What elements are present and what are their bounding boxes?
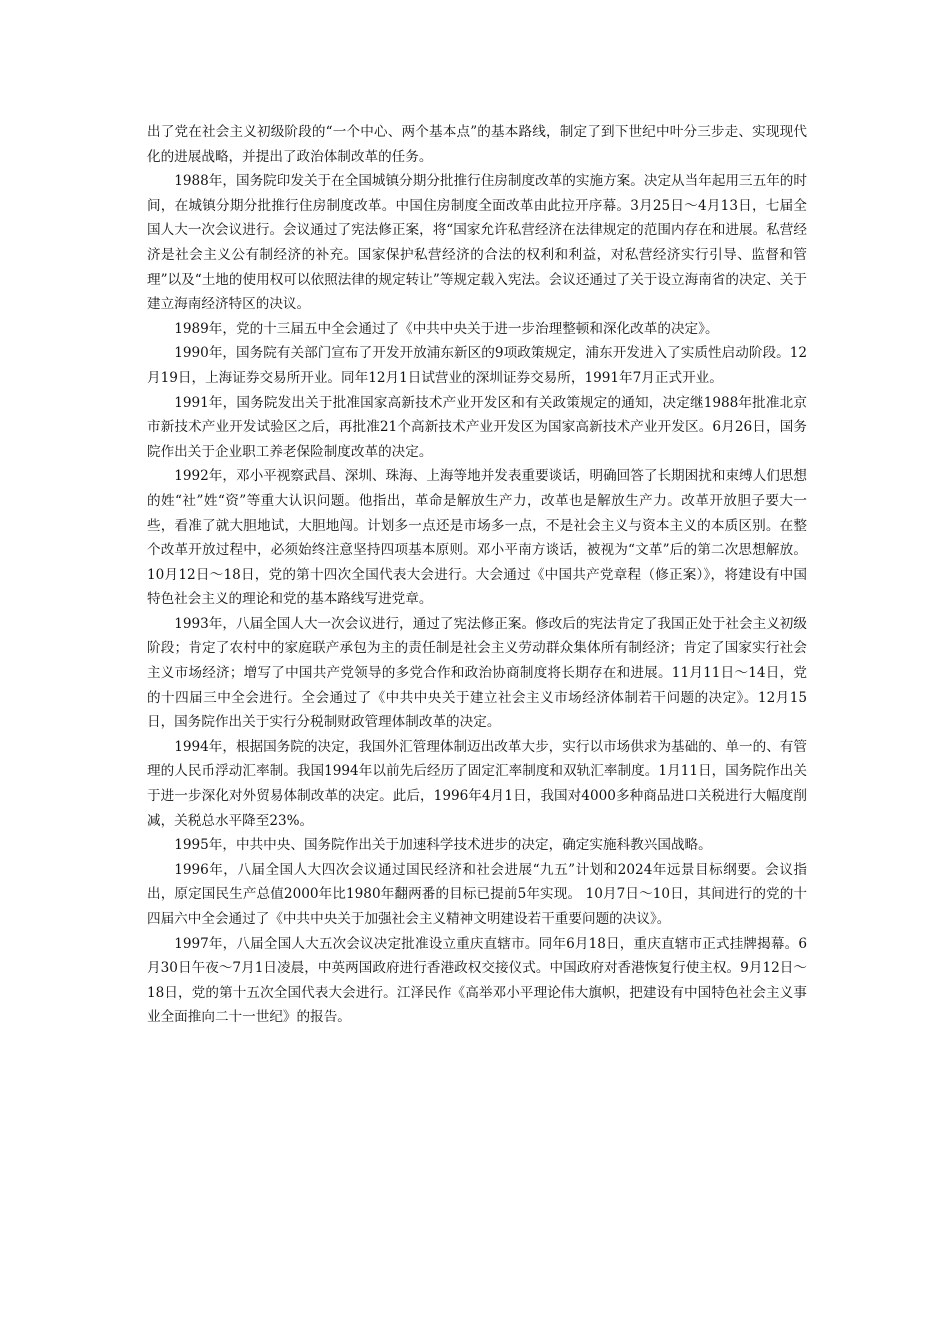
- document-body: [147, 120, 807, 1030]
- paragraph-1995: 1995年，中共中央、国务院作出关于加速科学技术进步的决定，确定实施科教兴国战略。: [174, 837, 712, 854]
- paragraph-1992: 1992年，邓小平视察武昌、深圳、珠海、上海等地并发表重要谈话，明确回答了长期困扰和束缚人们思想的姓“社”姓“资”等重大认识问题。他指出，革命是解放生产力，改革也是解放生产力。改革开放胆子要大一些，看准了就大胆地试，大胆地闯。计划多一点还是市场多一点，不是社会主义与资本主义的本质区别。在整个改革开放过程中，必须始终注意坚持四项基本原则。邓小平南方谈话，被视为“文革”后的第二次思想解放。10月12日～18日，党的第十四次全国代表大会进行。大会通过《中国共产党章程（修正案）》，将建设有中国特色社会主义的理论和党的基本路线写进党章。: [147, 468, 807, 608]
- paragraph-1989: 1989年，党的十三届五中全会通过了《中共中央关于进一步治理整顿和深化改革的决定》。: [174, 320, 719, 337]
- paragraph-1990: 1990年，国务院有关部门宣布了开发开放浦东新区的9项政策规定，浦东开发进入了实质性启动阶段。12月19日，上海证券交易所开业。同年12月1日试营业的深圳证券交易所，1991年7月正式开业。: [147, 345, 807, 386]
- paragraph-1991: 1991年，国务院发出关于批准国家高新技术产业开发区和有关政策规定的通知，决定继1988年批准北京市新技术产业开发试验区之后，再批准21个高新技术产业开发区为国家高新技术产业开发区。6月26日，国务院作出关于企业职工养老保险制度改革的决定。: [147, 394, 807, 460]
- paragraph-1997: 1997年，八届全国人大五次会议决定批准设立重庆直辖市。同年6月18日，重庆直辖市正式挂牌揭幕。6月30日午夜～7月1日凌晨，中英两国政府进行香港政权交接仪式。中国政府对香港恢复行使主权。9月12日～18日，党的第十五次全国代表大会进行。江泽民作《高举邓小平理论伟大旗帜，把建设有中国特色社会主义事业全面推向二十一世纪》的报告。: [147, 935, 807, 1026]
- paragraph-1988: 1988年，国务院印发关于在全国城镇分期分批推行住房制度改革的实施方案。决定从当年起用三五年的时间，在城镇分期分批推行住房制度改革。中国住房制度全面改革由此拉开序幕。3月25日～4月13日，七届全国人大一次会议进行。会议通过了宪法修正案，将“国家允许私营经济在法律规定的范围内存在和进展。私营经济是社会主义公有制经济的补充。国家保护私营经济的合法的权利和利益，对私营经济实行引导、监督和管理”以及“土地的使用权可以依照法律的规定转让”等规定载入宪法。会议还通过了关于设立海南省的决定、关于建立海南经济特区的决议。: [147, 173, 807, 313]
- paragraph-continuation: 出了党在社会主义初级阶段的“一个中心、两个基本点”的基本路线，制定了到下世纪中叶分三步走、实现现代化的进展战略，并提出了政治体制改革的任务。: [147, 124, 807, 165]
- paragraph-1994: 1994年，根据国务院的决定，我国外汇管理体制迈出改革大步，实行以市场供求为基础的、单一的、有管理的人民币浮动汇率制。我国1994年以前先后经历了固定汇率制度和双轨汇率制度。1月11日，国务院作出关于进一步深化对外贸易体制改革的决定。此后，1996年4月1日，我国对4000多种商品进口关税进行大幅度削减，关税总水平降至23%。: [147, 738, 807, 829]
- paragraph-1996: 1996年，八届全国人大四次会议通过国民经济和社会进展“九五”计划和2024年远景目标纲要。会议指出，原定国民生产总值2000年比1980年翻两番的目标已提前5年实现。 10月7日～10日，其间进行的党的十四届六中全会通过了《中共中央关于加强社会主义精神文明建设若干重要问题的决议》。: [147, 861, 807, 927]
- paragraph-1993: 1993年，八届全国人大一次会议进行，通过了宪法修正案。修改后的宪法肯定了我国正处于社会主义初级阶段；肯定了农村中的家庭联产承包为主的责任制是社会主义劳动群众集体所有制经济；肯定了国家实行社会主义市场经济；增写了中国共产党领导的多党合作和政治协商制度将长期存在和进展。11月11日～14日，党的十四届三中全会进行。全会通过了《中共中央关于建立社会主义市场经济体制若干问题的决定》。12月15日，国务院作出关于实行分税制财政管理体制改革的决定。: [147, 615, 807, 731]
